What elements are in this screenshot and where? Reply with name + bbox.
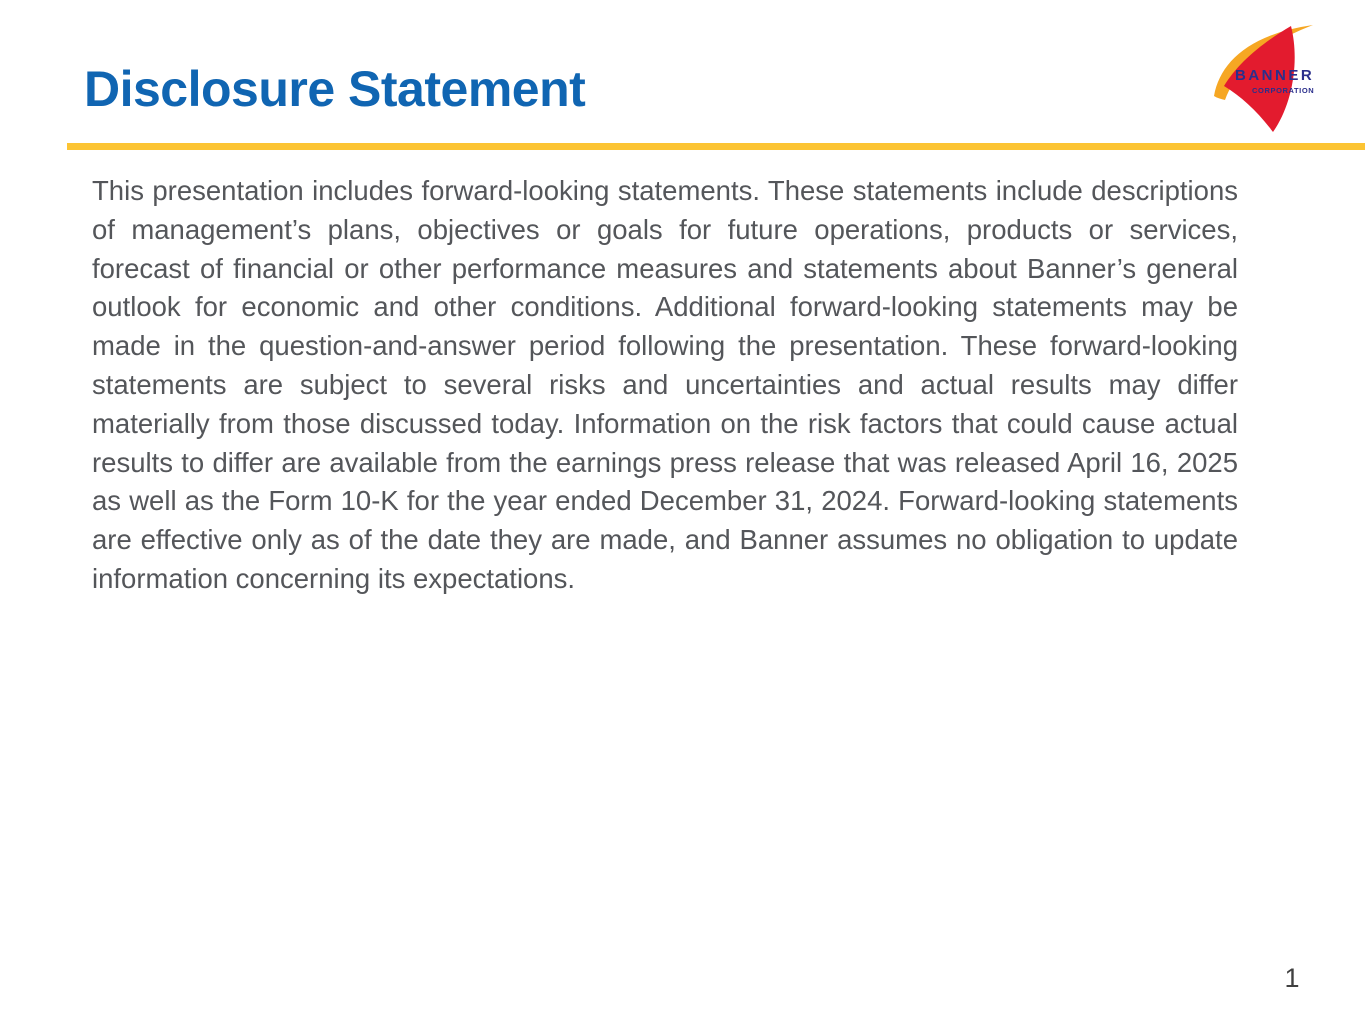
slide-title: Disclosure Statement <box>84 61 586 117</box>
logo-wordmark: BANNER <box>1235 67 1315 84</box>
page-number: 1 <box>1284 963 1300 993</box>
disclosure-paragraph: This presentation includes forward-looking statements. These statements include descriptions of management’s plans, objectives or goals for future operations, products or services, forecast of financial or other performance measures and statements about Banner’s general outlook for economic and other conditions. Additional forward-looking statements may be made in the question-and-answer period following the presentation. These forward-looking statements are subject to several risks and uncertainties and actual results may differ materially from those discussed today. Information on the risk factors that could cause actual results to differ are available from the earnings press release that was released April 16, 2025 as well as the Form 10-K for the year ended December 31, 2024. Forward-looking statements are effective only as of the date they are made, and Banner assumes no obligation to update information concerning its expectations. <box>92 175 1238 594</box>
title-divider-rule <box>67 143 1365 150</box>
banner-corporation-logo <box>1180 16 1325 138</box>
logo-subtext: CORPORATION <box>1252 86 1315 95</box>
